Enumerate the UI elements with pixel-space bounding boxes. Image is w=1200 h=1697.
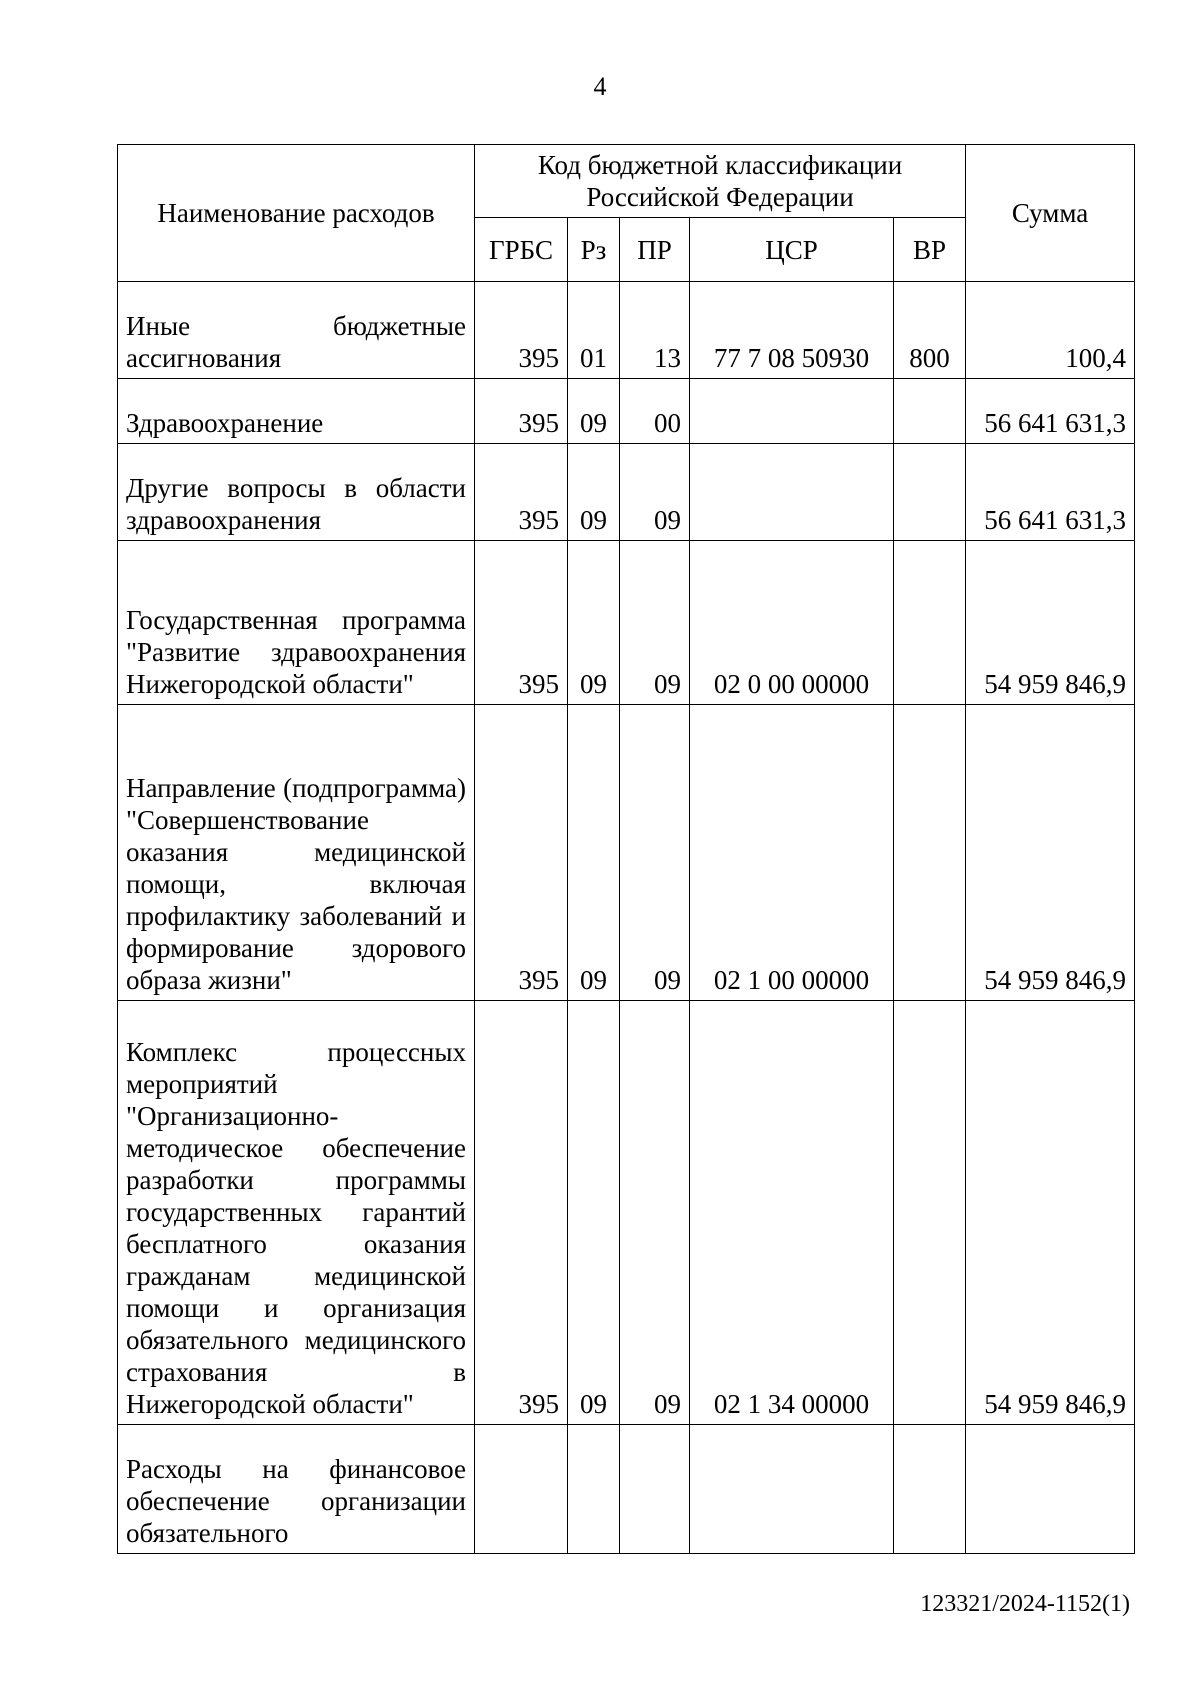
row-name: Направление (подпрограмма) "Совершенствование оказания медицинской помощи, включая профилактику заболеваний и формирование здорового образа жизни" [118, 705, 475, 1001]
row-csr [690, 1425, 894, 1554]
row-csr: 77 7 08 50930 [690, 282, 894, 379]
row-name: Иные бюджетные ассигнования [118, 282, 475, 379]
table-body [118, 282, 1135, 1554]
table-row [118, 541, 1135, 705]
row-name: Здравоохранение [118, 379, 475, 444]
page-number: 4 [593, 72, 607, 101]
header-sum: Сумма [966, 145, 1135, 282]
row-rz: 09 [568, 1001, 620, 1425]
row-rz: 09 [568, 379, 620, 444]
row-grbs: 395 [475, 541, 568, 705]
row-pr [620, 1425, 690, 1554]
row-vr [894, 541, 966, 705]
row-vr [894, 1425, 966, 1554]
row-pr: 09 [620, 541, 690, 705]
row-pr: 13 [620, 282, 690, 379]
row-csr: 02 0 00 00000 [690, 541, 894, 705]
table-row [118, 379, 1135, 444]
header-pr: ПР [620, 218, 690, 282]
row-rz: 01 [568, 282, 620, 379]
row-grbs: 395 [475, 379, 568, 444]
budget-table [117, 144, 1135, 1554]
row-vr [894, 444, 966, 541]
row-rz: 09 [568, 705, 620, 1001]
row-sum [966, 1425, 1135, 1554]
row-vr: 800 [894, 282, 966, 379]
row-csr [690, 379, 894, 444]
row-rz [568, 1425, 620, 1554]
table-row [118, 282, 1135, 379]
row-grbs: 395 [475, 1001, 568, 1425]
row-pr: 09 [620, 1001, 690, 1425]
header-name: Наименование расходов [118, 145, 475, 282]
row-rz: 09 [568, 444, 620, 541]
row-sum: 100,4 [966, 282, 1135, 379]
row-rz: 09 [568, 541, 620, 705]
row-pr: 09 [620, 444, 690, 541]
row-csr [690, 444, 894, 541]
row-csr: 02 1 00 00000 [690, 705, 894, 1001]
row-vr [894, 705, 966, 1001]
table-row [118, 444, 1135, 541]
header-csr: ЦСР [690, 218, 894, 282]
row-grbs: 395 [475, 705, 568, 1001]
table-header [118, 145, 1135, 282]
header-rz: Рз [568, 218, 620, 282]
row-name: Расходы на финансовое обеспечение организации обязательного [118, 1425, 475, 1554]
row-sum: 56 641 631,3 [966, 444, 1135, 541]
row-sum: 54 959 846,9 [966, 1001, 1135, 1425]
row-grbs: 395 [475, 282, 568, 379]
row-name: Другие вопросы в области здравоохранения [118, 444, 475, 541]
document-number: 123321/2024-1152(1) [920, 1591, 1130, 1617]
row-grbs: 395 [475, 444, 568, 541]
table-row [118, 705, 1135, 1001]
row-sum: 56 641 631,3 [966, 379, 1135, 444]
row-name: Государственная программа "Развитие здравоохранения Нижегородской области" [118, 541, 475, 705]
row-csr: 02 1 34 00000 [690, 1001, 894, 1425]
row-pr: 09 [620, 705, 690, 1001]
row-pr: 00 [620, 379, 690, 444]
row-vr [894, 1001, 966, 1425]
row-sum: 54 959 846,9 [966, 705, 1135, 1001]
row-name: Комплекс процессных мероприятий "Организационно-методическое обеспечение разработки программы государственных гарантий бесплатного оказания гражданам медицинской помощи и организация обязательного медицинского страхования в Нижегородской области" [118, 1001, 475, 1425]
header-vr: ВР [894, 218, 966, 282]
row-grbs [475, 1425, 568, 1554]
table-row [118, 1425, 1135, 1554]
row-sum: 54 959 846,9 [966, 541, 1135, 705]
header-grbs: ГРБС [475, 218, 568, 282]
row-vr [894, 379, 966, 444]
table-row [118, 1001, 1135, 1425]
header-code-group: Код бюджетной классификации Российской Федерации [475, 145, 966, 218]
